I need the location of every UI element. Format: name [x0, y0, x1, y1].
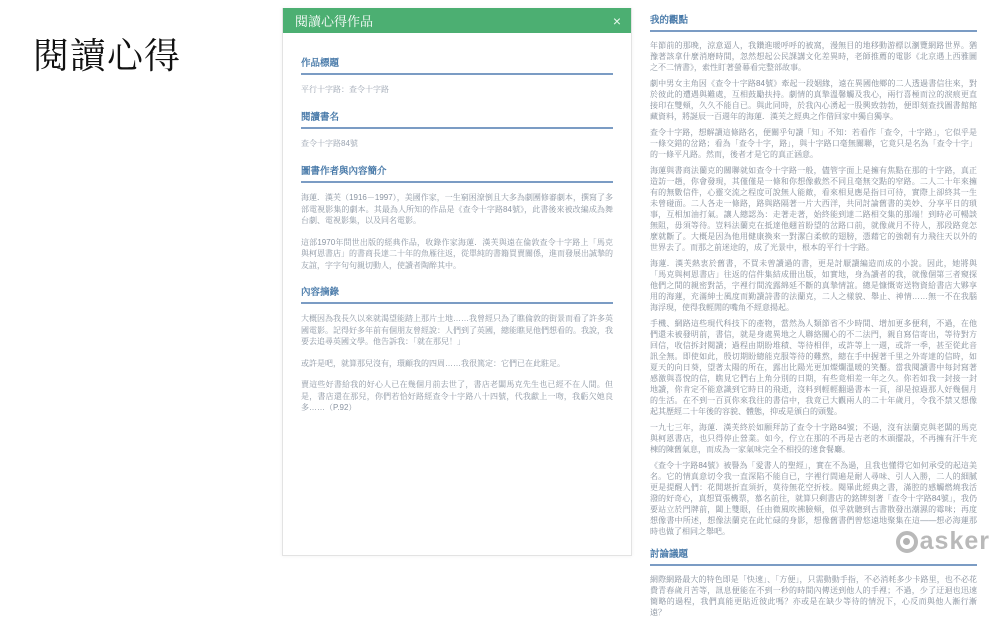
- viewpoint-paragraph: 海蓮與書商法蘭克的關聯就如查令十字路一般，儘管字面上是擁有焦點在那的十字路，真正造訪一趟，你會發現，其僅僅是一條和你想像截然不同且毫無交點的窄路。二人二十年來擁有的無數信件，心靈交流之程度可說無人能敵，看來相見應是指日可待，實際上卻終其一生未曾碰面。二人各走一條路，路與路隔著一片大西洋，共同討論舊書的美妙、分享平日的瑣事，互相加油打氣。讓人總認為：走著走著，始終能到達二路相交集的那端！到時必可暢談無阻，毋須等待。豈料法蘭克在抵達他翹首盼望的岔路口前，就像歲月不待人，那段路竟怎麼就斷了。大概是因為他用健康換來一對潔白柔軟的翅膀，憑藉它的強韌有力飛往天以外的世界去了。而那之前迷途的，成了光景中，根本的平行十字路。: [650, 166, 977, 252]
- excerpt-paragraph: 大概因為我長久以來就渴望能踏上那片土地……我曾經只為了瞧倫敦的街景而看了許多英國電影。記得好多年前有個朋友曾經說：人們到了英國，總能瞧見他們想看的。我說，我要去追尋英國文學。他告訴我：「就在那兒！」: [301, 314, 613, 346]
- section-label-book-name: 閱讀書名: [301, 109, 613, 129]
- viewpoint-paragraph: 《查令十字路84號》被譽為「愛書人的聖經」，實在不為過，且我也懂得它如何承受的起這美名。它的情真意切令我一直深陷不能自已，字裡行間遍是耐人尋味、引人入勝，二人的細膩更是提醒人們：花開堪折直須折，莫待無花空折枝。閱畢此經典之書，滿腔的感觸燃燒我活潑的好奇心，真想買張機票，慕名前往，就算只剩書店的銘牌刻著「查令十字路84號」，我仍要站立於門牌前，闔上雙眼，任由微風吹拂臉頰，似乎就聽到古書散發出潮濕的霉味；再度想像書中所述，想像法蘭克在此忙碌的身影，想像舊書們曾悠遠地聚集在這——想必海蓮那時也做了相同之舉吧。: [650, 461, 977, 536]
- masker-logo-icon: [896, 531, 918, 553]
- excerpt-paragraph: 賣這些好書給我的好心人已在幾個月前去世了，書店老闆馬克先生也已經不在人間。但是，書店還在那兒，你們若恰好路經查令十字路八十四號，代我獻上一吻，我虧欠她良多……（P.92）: [301, 380, 613, 412]
- section-label-my-viewpoint: 我的觀點: [650, 12, 977, 32]
- close-icon[interactable]: ×: [612, 12, 621, 29]
- author-intro-paragraph: 海蓮．漢芙（1916－1997），美國作家，一生窮困潦倒且大多為劇團修審劇本，撰寫了多部電視影集的劇本。其最為人所知的作品是《查令十字路84號》，此書後來被改編成為舞台劇、電視影集，以及同名電影。: [301, 193, 613, 225]
- modal-header: [283, 8, 631, 33]
- excerpt-paragraph: 或許是吧，就算那兒沒有，環顧我的四周……我很篤定：它們已在此駐足。: [301, 358, 565, 368]
- reading-report-modal: [282, 8, 632, 556]
- section-label-author-intro: 圖書作者與內容簡介: [301, 163, 613, 183]
- section-label-discussion: 討論議題: [650, 546, 977, 566]
- viewpoint-paragraph: 手機、網路這些現代科技下的產物，當然為人類節省不少時間、增加更多便利，不過，在他們還未被發明前，書信，就是身處異地之人聯絡關心的不二法門，親自寫信寄出，等待對方回信，收信拆封閱讀；過程由期盼堆積、等待相伴，或許等上一週，或許一季，甚至從此音訊全無。即使如此，殷切期盼總能克服等待的難熬，總在手中握著千里之外寄達的信時，如夏天的向日葵，望著太陽的所在，露出比陽光更加燦爛溫暖的笑靨。當我閱讀書中每封寫著感激與喜悅的信，瞧見它們右上角分別的日期，有些竟相差一年之久。你若如我一封接一封地讀，你肯定不能意識到它時日的飛逝，沒料到輕輕翻過書本一頁，卻是掠過那人好幾個月的生活。在不到一百頁你來我往的書信中，我竟已大觀兩人的二十年歲月，令我不禁又想像起其歷經二十年後的容貌、體態，抑或是頒白的頭髮。: [650, 319, 977, 416]
- viewpoint-paragraph: 一九七三年，海蓮．漢芙終於如願拜訪了查令十字路84號；不過，沒有法蘭克與老闆的馬克與柯恩書店，也只得停止營業。如今，佇立在那的不再是古老的木頭擺設，不再擁有汗牛充棟的陳舊氣息，而成為一家氣味完全不相投的速食餐廳。: [650, 423, 977, 454]
- book-name-value: 查令十字路84號: [301, 139, 358, 148]
- watermark-text: asker: [919, 527, 990, 555]
- author-intro-paragraph: 這部1970年問世出版的經典作品，收錄作家海蓮．漢芙與遠在倫敦查令十字路上「馬克與柯恩書店」的書商長達二十年的魚雁往返，從單純的書籍買賣關係，進而發展出誠摯的友誼，字字句句親切動人，使讀者陶醉其中。: [301, 237, 613, 270]
- modal-title: 閱讀心得作品: [295, 14, 374, 29]
- viewpoint-paragraph: 劇中男女主角因《查令十字路84號》牽起一段姻緣，遠在異國他鄉的二人透過書信往來，對於彼此的遭遇與難處，互相鼓勵扶持。劇情的真摯溫馨觸及我心，兩行喜極而泣的淚痕更直接印在雙頰，久久不能自已。與此同時，於我內心湧起一股興致勃勃，便即刻查找圖書館館藏資料，將誕辰一百週年的海蓮．漢芙之經典之作借回家中獨自獨享。: [650, 79, 977, 121]
- page-title: 閱讀心得: [33, 36, 182, 76]
- work-title-value: 平行十字路：查令十字路: [301, 85, 389, 94]
- section-label-excerpt: 內容摘錄: [301, 284, 613, 304]
- viewpoint-paragraph: 查令十字路，想解讀這條路名，便關乎句讀「知」不知：若看作「查令，十字路」，它似乎是一條交錯的岔路；看為「查令十字，路」，與十字路口毫無關聯，它竟只是名為「查令十字」的一條平凡路。然而，後者才是它的真正涵意。: [650, 128, 977, 159]
- viewpoint-paragraph: 年節前的那晚，涼意逼人，我鑽進暖呼呼的被窩，漫無目的地移動游標以瀏覽網路世界。猶豫著該拿什麼消磨時間，忽然想起公民課講文化差異時，老師推薦的電影《北京遇上西雅圖之不二情書》，索性盯著螢幕看完整部故事。: [650, 41, 977, 72]
- section-label-work-title: 作品標題: [301, 55, 613, 75]
- watermark: [896, 527, 990, 556]
- viewpoint-paragraph: 海蓮．漢芙熱衷於舊書，不買未曾讀過的書，更是討厭讀編造而成的小說。因此，她將與「馬克與柯恩書店」往返的信件集結成冊出版，如實地，身為讀者的我，就像個第三者窺探他們之間的親密對話，字裡行間流露綿延不斷的真摯情誼。總是慷慨寄送物資給書店大夥享用的海蓮，充滿紳士風度而勤讀詩書的法蘭克，二人之樣貌、舉止、神情……無一不在我腦海浮現，使得我輕閒的嘴角不經意揚起。: [650, 259, 977, 312]
- modal-body: [283, 33, 631, 434]
- discussion-paragraph: 網際網路最大的特色即是「快速」、「方便」，只需動動手指，不必消耗多少卡路里，也不必花費青春歲月苦等，訊息便能在不到一秒的時間內傳送到他人的手裡；不過，少了迂迴也迅速簡略的過程，我們真能更貼近彼此嗎？亦或是在缺少等待的情況下，心反而與他人漸行漸遠？: [650, 575, 977, 617]
